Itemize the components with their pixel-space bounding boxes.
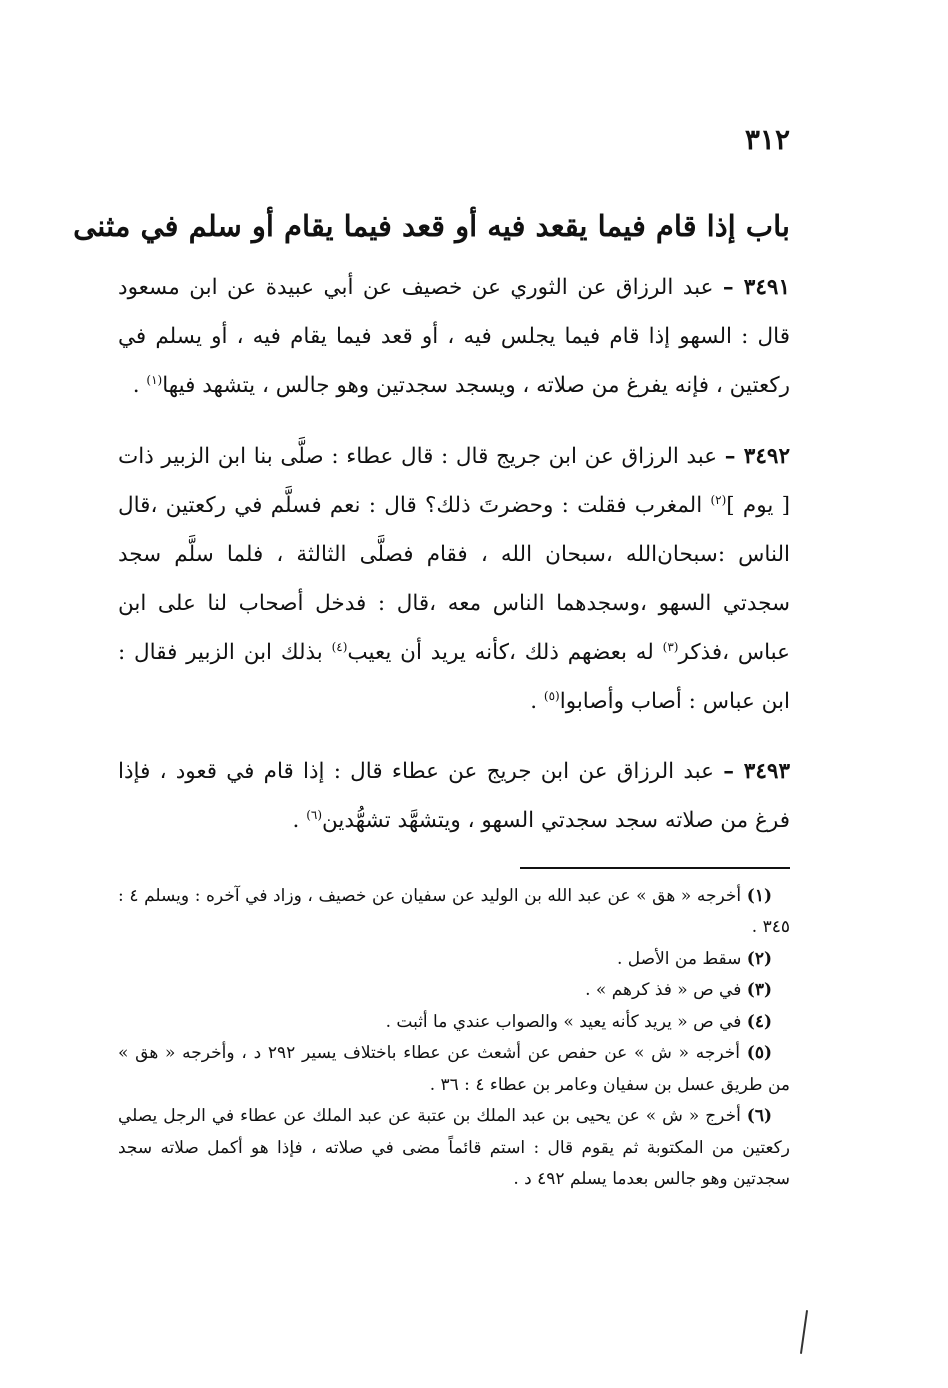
footnote-ref: (٥) (543, 688, 560, 703)
footnote-mark: (٤) (746, 1011, 772, 1032)
hadith-end: . (292, 808, 307, 833)
hadith-text: عبد الرزاق عن ابن جريج عن عطاء قال : إذا قام في قعود ، فإذا فرغ من صلاته سجد سجدتي السهو ، ويتشهَّد تشهُّدين (118, 759, 790, 833)
footnote-mark: (٢) (746, 948, 772, 969)
hadith-end: . (132, 373, 147, 398)
footnote-ref: (١) (146, 372, 163, 387)
footnote-text: أخرج « ش » عن يحيى بن عبد الملك بن عتبة عن عبد الملك عن عطاء في الرجل يصلي ركعتين من المكتوبة ثم يقوم قال : استم قائماً مضى في صلاته ، فإذا هو أكمل صلاته سجد سجدتين وهو جالس بعدما يسلم ٤٩٢ د . (118, 1106, 790, 1189)
footnote-mark: (٦) (746, 1106, 772, 1126)
footnote-ref: (٢) (710, 492, 727, 507)
hadith-text: عبد الرزاق عن الثوري عن خصيف عن أبي عبيدة عن ابن مسعود قال : السهو إذا قام فيما يجلس فيه ، أو قعد فيما يقام فيه ، أو يسلم في ركعتين ، فإنه يفرغ من صلاته ، ويسجد سجدتين وهو جالس ، يتشهد فيها (118, 275, 790, 398)
footnote-text: في ص « يريد كأنه يعيد » والصواب عندي ما أثبت . (385, 1011, 742, 1032)
footnotes (118, 881, 790, 1196)
chapter-title: باب إذا قام فيما يقعد فيه أو قعد فيما يقام أو سلم في مثنى (73, 209, 790, 243)
footnote-divider (520, 867, 790, 869)
footnote-text: أخرجه « هق » عن عبد الله بن الوليد عن سفيان عن خصيف ، وزاد في آخره : ويسلم ٤ : ٣٤٥ . (118, 885, 790, 937)
hadith-number: ٣٤٩١ – (722, 275, 790, 300)
hadith-text: له بعضهم ذلك ،كأنه يريد أن يعيب (347, 639, 663, 665)
hadith-text: بذلك ابن الزبير فقال : ابن عباس : أصاب وأصابوا (118, 639, 790, 714)
footnote-ref: (٤) (331, 639, 348, 654)
footnote-5 (118, 1038, 790, 1101)
footnote-mark: (٥) (746, 1043, 773, 1063)
book-page (73, 120, 790, 1196)
footnote-3 (118, 975, 790, 1007)
footnote-text: سقط من الأصل . (616, 948, 742, 969)
hadith-number: ٣٤٩٢ – (724, 443, 790, 469)
hadith-3491 (118, 263, 790, 410)
footnote-1 (118, 881, 790, 944)
footnote-ref: (٦) (306, 807, 323, 822)
hadith-text: عبد الرزاق عن ابن جريج قال : قال عطاء : صلَّى بنا ابن الزبير ذات [ يوم ] (118, 443, 790, 518)
hadith-number: ٣٤٩٣ – (723, 759, 790, 784)
footnote-mark: (١) (746, 885, 772, 906)
footnote-ref: (٣) (662, 639, 679, 654)
footnote-6 (118, 1101, 790, 1196)
hadith-3493 (118, 747, 790, 845)
scan-artifact-mark (800, 1310, 808, 1354)
footnote-mark: (٣) (746, 980, 772, 1000)
footnote-2 (118, 944, 790, 976)
hadith-text: المغرب فقلت : وحضرتَ ذلك؟ قال : نعم فسلَّم في ركعتين ،قال الناس :سبحان‌الله ،سبحان الله ، فقام فصلَّى الثالثة ، فلما سلَّم سجد سجدتي السهو ،وسجدهما الناس معه ،قال : فدخل أصحاب لنا على ابن عباس ،فذكر (118, 492, 790, 665)
footnote-4 (118, 1007, 790, 1039)
page-number: ٣١٢ (744, 123, 790, 156)
hadith-end: . (530, 688, 544, 714)
footnote-text: أخرجه « ش » عن حفص عن أشعث عن عطاء باختلاف يسير ٢٩٢ د ، وأخرجه « هق » من طريق عسل بن سفيان وعامر بن عطاء ٤ : ٣٦ . (118, 1043, 790, 1095)
footnote-text: في ص « فذ كرهم » . (585, 980, 742, 1000)
hadith-3492 (118, 432, 790, 726)
